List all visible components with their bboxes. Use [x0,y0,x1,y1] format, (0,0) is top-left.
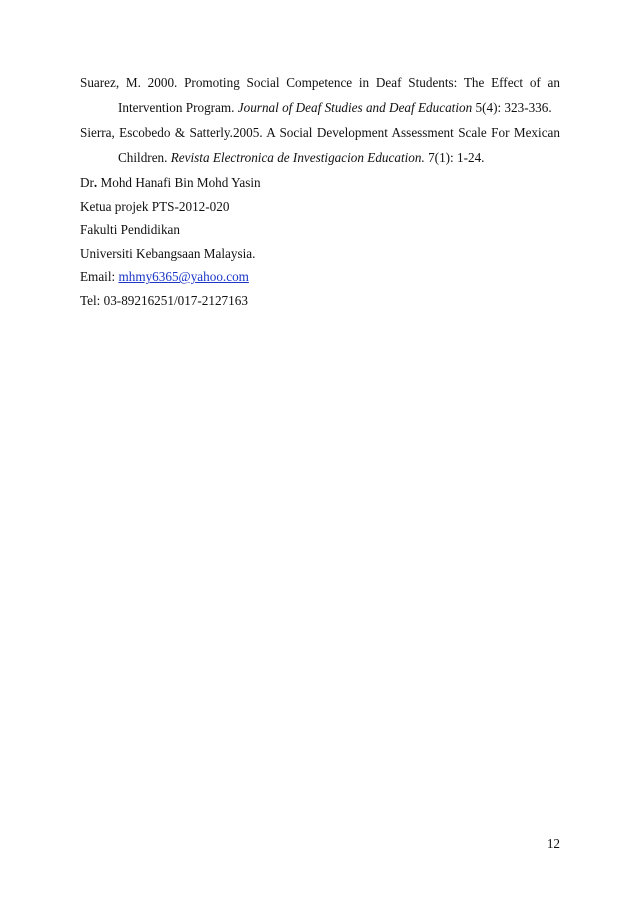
author-faculty: Fakulti Pendidikan [80,222,181,238]
reference-entry-sierra [80,120,560,170]
author-title: Dr [80,175,94,190]
reference-text: Intervention Program. [118,100,238,115]
reference-entry-suarez [80,70,560,120]
email-link[interactable]: mhmy6365@yahoo.com [118,269,249,285]
reference-line: Suarez, M. 2000. Promoting Social Competence in Deaf Students: The Effect of an [80,75,560,90]
journal-title: Revista Electronica de Investigacion Education. [170,150,425,165]
author-title-dot: . [93,175,98,190]
reference-volume: 5(4): 323-336. [472,100,552,115]
author-email [80,265,261,289]
journal-title: Journal of Deaf Studies and Deaf Education [237,100,473,115]
author-university: Universiti Kebangsaan Malaysia. [80,245,256,261]
author-position: Ketua projek PTS-2012-020 [80,198,230,214]
reference-line: Sierra, Escobedo & Satterly.2005. A Social Development Assessment Scale For Mexican [80,125,560,140]
author-full-name: Mohd Hanafi Bin Mohd Yasin [97,175,261,190]
reference-volume: 7(1): 1-24. [424,150,485,165]
page-number: 12 [546,836,560,851]
reference-line-continued [80,95,560,120]
reference-line-continued [80,145,560,170]
author-contact-block [80,171,261,313]
author-name [80,171,261,195]
author-telephone: Tel: 03-89216251/017-2127163 [80,292,248,308]
reference-text: Children. [118,150,171,165]
email-label: Email: [80,269,119,285]
references-section [80,70,560,170]
